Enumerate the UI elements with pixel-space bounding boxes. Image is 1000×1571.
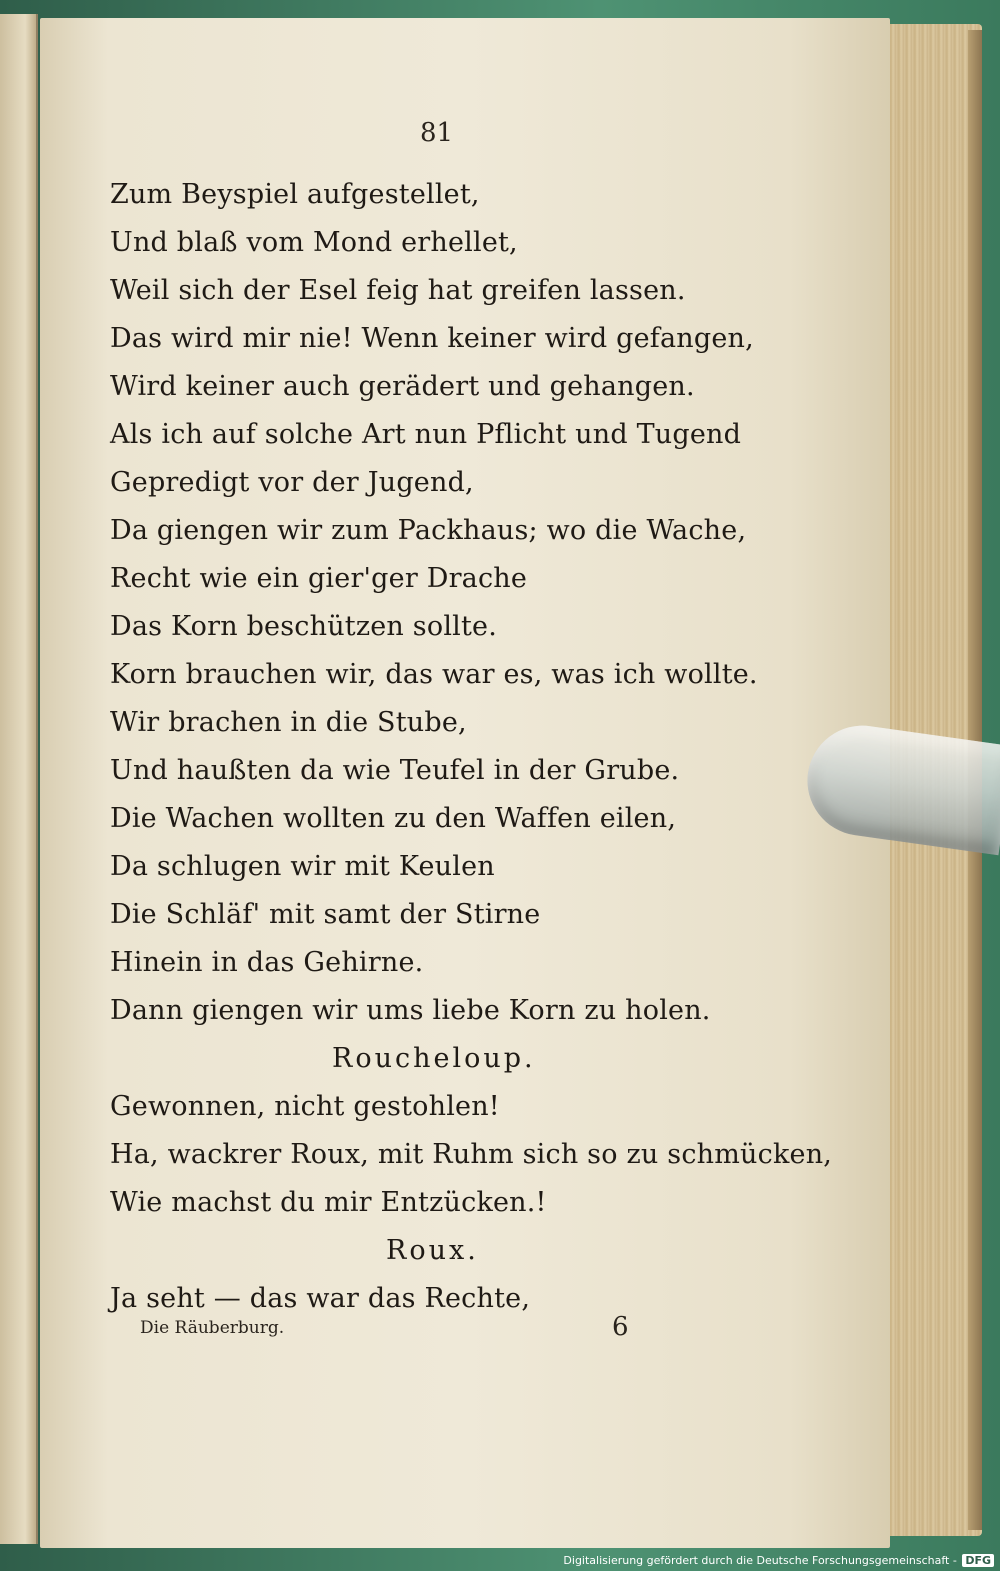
verse-line: Gewonnen, nicht gestohlen!	[110, 1091, 500, 1122]
verse-line: Korn brauchen wir, das war es, was ich wollte.	[110, 659, 758, 690]
speaker-name: Roux.	[386, 1235, 479, 1266]
verse-line: Die Wachen wollten zu den Waffen eilen,	[110, 803, 677, 834]
verse-line: Und blaß vom Mond erhellet,	[110, 227, 518, 258]
dfg-logo-badge: DFG	[962, 1554, 994, 1567]
verse-line: Wie machst du mir Entzücken.!	[110, 1187, 547, 1218]
verse-line: Ha, wackrer Roux, mit Ruhm sich so zu schmücken,	[110, 1139, 833, 1170]
verse-line: Da giengen wir zum Packhaus; wo die Wache,	[110, 515, 747, 546]
verse-line: Gepredigt vor der Jugend,	[110, 467, 474, 498]
verse-line: Das Korn beschützen sollte.	[110, 611, 497, 642]
signature-mark: Die Räuberburg.	[140, 1318, 285, 1338]
digitization-credit	[563, 1554, 994, 1567]
speaker-name: Roucheloup.	[332, 1043, 536, 1074]
verse-line: Als ich auf solche Art nun Pflicht und Tugend	[110, 419, 742, 450]
verse-line: Zum Beyspiel aufgestellet,	[110, 179, 480, 210]
credit-text: Digitalisierung gefördert durch die Deutsche Forschungsgemeinschaft -	[563, 1554, 957, 1567]
facing-page-edge	[0, 14, 38, 1544]
verse-line: Hinein in das Gehirne.	[110, 947, 424, 978]
sheet-number: 6	[612, 1312, 629, 1342]
verse-line: Dann giengen wir ums liebe Korn zu holen.	[110, 995, 711, 1026]
verse-line: Das wird mir nie! Wenn keiner wird gefangen,	[110, 323, 754, 354]
verse-line: Ja seht — das war das Rechte,	[110, 1283, 531, 1314]
verse-line: Die Schläf' mit samt der Stirne	[110, 899, 541, 930]
verse-line: Recht wie ein gier'ger Drache	[110, 563, 528, 594]
verse-line: Und haußten da wie Teufel in der Grube.	[110, 755, 680, 786]
page-number: 81	[420, 118, 454, 148]
verse-line: Wird keiner auch gerädert und gehangen.	[110, 371, 695, 402]
verse-line: Da schlugen wir mit Keulen	[110, 851, 495, 882]
verse-line: Wir brachen in die Stube,	[110, 707, 467, 738]
verse-line: Weil sich der Esel feig hat greifen lassen.	[110, 275, 686, 306]
